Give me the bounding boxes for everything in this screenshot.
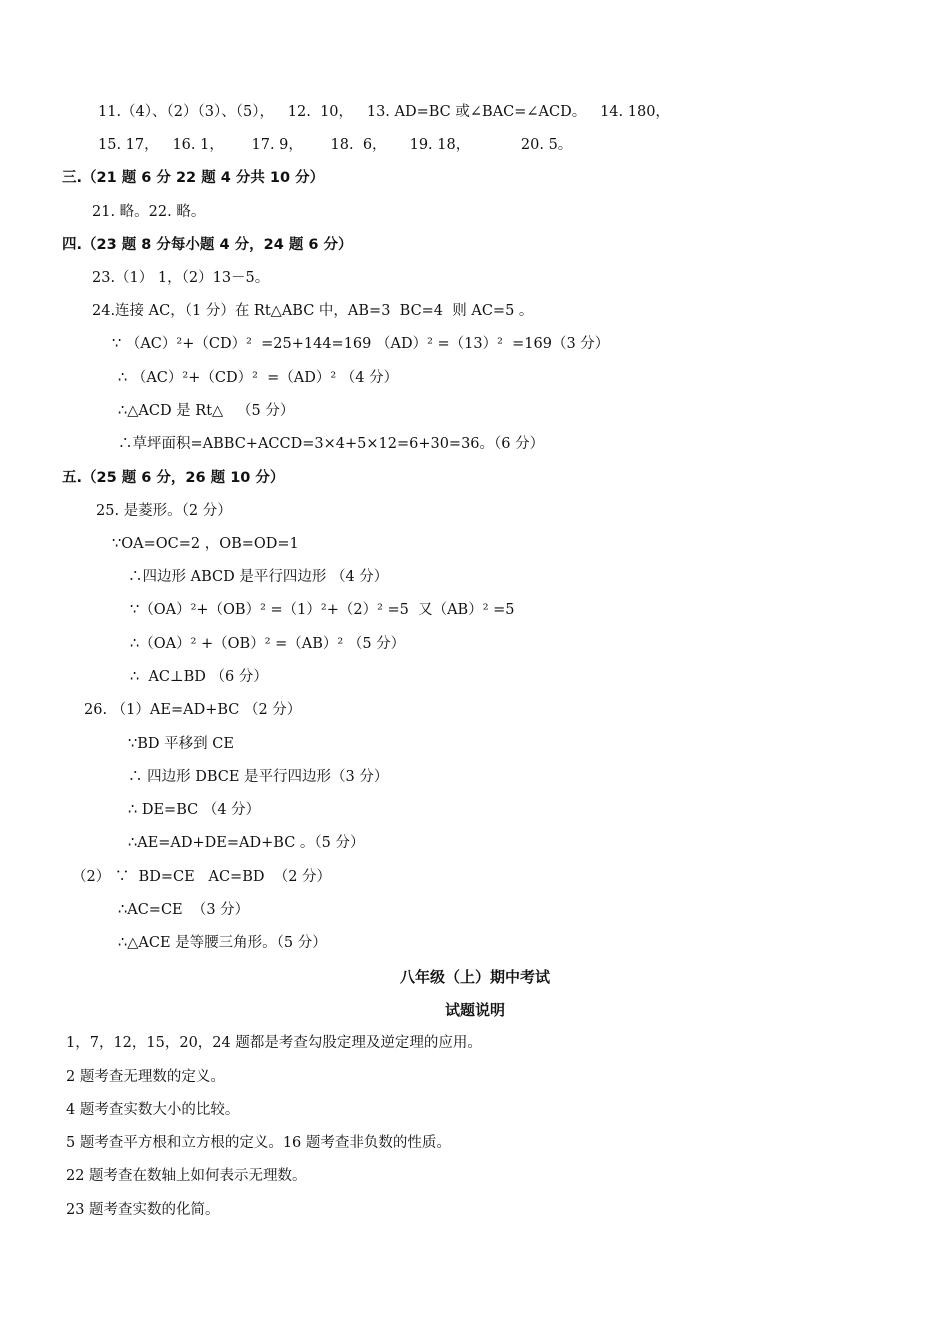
answer-26-step-4: ∴AE=AD+DE=AD+BC 。（5 分） xyxy=(128,835,365,851)
answer-24-step-1: ∵ （AC）²+（CD）² =25+144=169 （AD）² =（13）² =169（3 分） xyxy=(112,336,610,352)
note-1: 1，7，12，15，20，24 题都是考查勾股定理及逆定理的应用。 xyxy=(66,1035,482,1051)
answer-26-part-2-step-2: ∴△ACE 是等腰三角形。（5 分） xyxy=(118,935,327,951)
answer-26-step-2: ∴ 四边形 DBCE 是平行四边形（3 分） xyxy=(128,769,389,785)
answer-24: 24.连接 AC，（1 分）在 Rt△ABC 中，AB=3 BC=4 则 AC=5 。 xyxy=(92,303,534,319)
answer-26-part-2-step-1: ∴AC=CE （3 分） xyxy=(118,902,250,918)
answer-25-step-2: ∴四边形 ABCD 是平行四边形 （4 分） xyxy=(128,569,389,585)
answer-25-step-5: ∴ AC⊥BD （6 分） xyxy=(130,669,268,685)
answers-line-15-20: 15. 17， 16. 1， 17. 9， 18. 6， 19. 18， 20. 5。 xyxy=(98,137,573,153)
section-4-heading: 四.（23 题 8 分每小题 4 分，24 题 6 分） xyxy=(62,237,353,253)
answer-23: 23.（1） 1，（2）13－5。 xyxy=(92,270,270,286)
notes-title: 八年级（上）期中考试 xyxy=(399,968,550,986)
answer-24-step-4: ∴草坪面积=ABBC+ACCD=3×4+5×12=6+30=36。（6 分） xyxy=(118,436,545,452)
answer-26-part-2: （2） ∵ BD=CE AC=BD （2 分） xyxy=(72,869,332,885)
note-4: 5 题考查平方根和立方根的定义。16 题考查非负数的性质。 xyxy=(66,1135,451,1151)
note-6: 23 题考查实数的化简。 xyxy=(66,1202,220,1218)
answers-line-11-14: 11.（4）、（2）（3）、（5）， 12. 10， 13. AD=BC 或∠BAC=∠ACD。 14. 180， xyxy=(98,104,670,120)
answer-25-step-1: ∵OA=OC=2 ，OB=OD=1 xyxy=(112,536,299,552)
answer-21-22: 21. 略。22. 略。 xyxy=(92,204,206,220)
answer-25-step-3: ∵（OA）²+（OB）² =（1）²+（2）² =5 又（AB）² =5 xyxy=(130,602,515,618)
answer-26-step-1: ∵BD 平移到 CE xyxy=(128,736,234,752)
section-5-heading: 五.（25 题 6 分，26 题 10 分） xyxy=(62,470,285,486)
answer-25-step-4: ∴（OA）² +（OB）² =（AB）² （5 分） xyxy=(130,636,406,652)
section-3-heading: 三.（21 题 6 分 22 题 4 分共 10 分） xyxy=(62,170,325,186)
answer-24-step-2: ∴ （AC）²+（CD）² =（AD）² （4 分） xyxy=(118,370,399,386)
note-5: 22 题考查在数轴上如何表示无理数。 xyxy=(66,1168,307,1184)
notes-subtitle: 试题说明 xyxy=(444,1001,505,1019)
answer-26: 26. （1）AE=AD+BC （2 分） xyxy=(84,702,302,718)
note-3: 4 题考查实数大小的比较。 xyxy=(66,1102,240,1118)
answer-26-step-3: ∴ DE=BC （4 分） xyxy=(128,802,261,818)
answer-24-step-3: ∴△ACD 是 Rt△ （5 分） xyxy=(118,403,295,419)
answer-25: 25. 是菱形。（2 分） xyxy=(96,503,232,519)
note-2: 2 题考查无理数的定义。 xyxy=(66,1069,225,1085)
